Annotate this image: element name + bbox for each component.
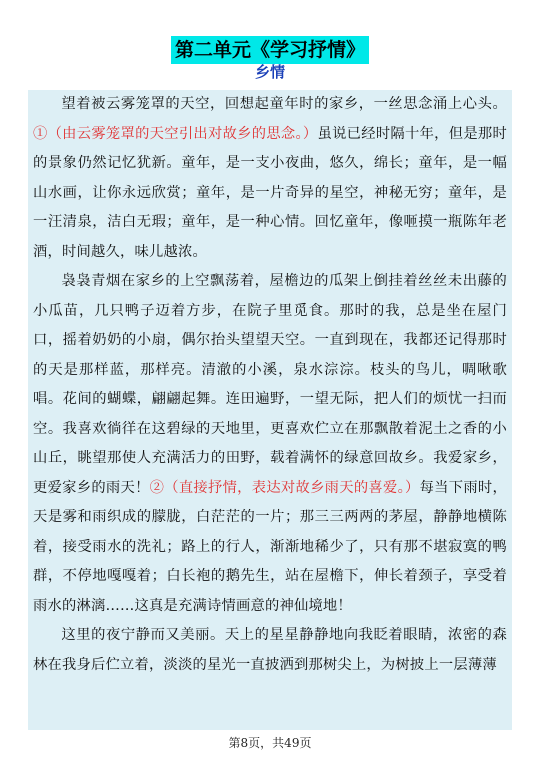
- paragraph-text: 每当下雨时，天是雾和雨织成的朦胧，白茫茫的一片；那三三两两的茅屋，静静地横陈着，接受雨水的洗礼；路上的行人，渐渐地稀少了，只有那不堪寂寞的鸭群，不停地嘎嘎着；白长袍的鹅先生，站在屋檐下，伸长着颈子，享受着雨水的淋漓……这真是充满诗情画意的神仙境地！: [33, 479, 508, 614]
- annotation-note: ②（直接抒情，表达对故乡雨天的喜爱。）: [149, 479, 420, 496]
- paragraph-text: 这里的夜宁静而又美丽。天上的星星静静地向我眨着眼睛，浓密的森林在我身后伫立着，淡淡的星光一直披洒到那树尖上，为树披上一层薄薄: [33, 627, 507, 673]
- title-wrap: [0, 36, 540, 64]
- paragraph-text: 袅袅青烟在家乡的上空飘荡着，屋檐边的瓜架上倒挂着丝丝未出藤的小瓜苗，几只鸭子迈着方步，在院子里觅食。那时的我，总是坐在屋门口，摇着奶奶的小扇，偶尔抬头望望天空。一直到现在，我都还记得那时的天是那样蓝，那样亮。清澈的小溪，泉水淙淙。枝头的鸟儿，啁啾歌唱。花间的蝴蝶，翩翩起舞。连田遍野，一望无际，把人们的烦忧一扫而空。我喜欢徜徉在这碧绿的天地里，更喜欢伫立在那飘散着泥土之香的小山丘，眺望那使人充满活力的田野，载着满怀的绿意回故乡。我爱家乡，更爱家乡的雨天！: [33, 273, 507, 496]
- page-footer: 第8页，共49页: [228, 736, 312, 750]
- paragraph-text: 虽说已经时隔十年，但是那时的景象仍然记忆犹新。童年，是一支小夜曲，悠久，绵长；童年，是一幅山水画，让你永远欣赏；童年，是一片奇异的星空，神秘无穷；童年，是一汪清泉，洁白无瑕；童年，是一种心情。回忆童年，像咂摸一瓶陈年老酒，时间越久，味儿越浓。: [33, 125, 507, 260]
- essay-title: 乡情: [254, 63, 285, 81]
- essay-body: [28, 90, 512, 730]
- paragraph-text: 望着被云雾笼罩的天空，回想起童年时的家乡，一丝思念涌上心头。: [61, 96, 507, 112]
- paragraph-2: [28, 267, 512, 621]
- paragraph-3: [28, 621, 512, 680]
- annotation-note: ①（由云雾笼罩的天空引出对故乡的思念。）: [33, 125, 318, 142]
- paragraph-1: [28, 90, 512, 267]
- unit-title: 第二单元《学习抒情》: [171, 36, 369, 64]
